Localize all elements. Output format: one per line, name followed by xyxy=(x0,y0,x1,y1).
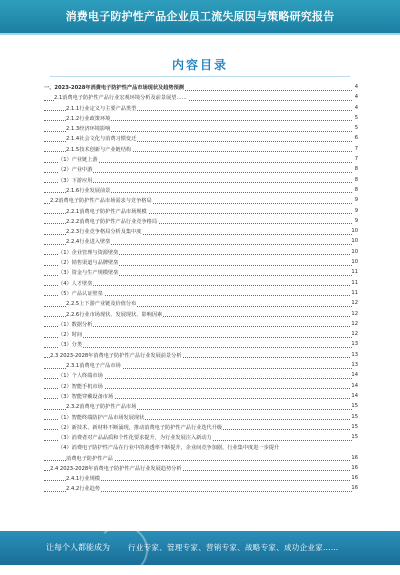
toc-entry-page-number: 8 xyxy=(354,186,358,193)
toc-entry-page-number: 7 xyxy=(354,156,358,163)
toc-entry-text: （2）销售渠道与品牌壁垒 xyxy=(58,260,119,267)
toc-entry-page-number: 11 xyxy=(351,269,358,276)
toc-entry-text: （1）个人终端市场 xyxy=(58,373,103,380)
footer-slogan-right: 行业专家、管理专家、营销专家、战略专家、成功企业家…… xyxy=(128,543,339,552)
page-header xyxy=(0,0,400,33)
toc-entry[interactable] xyxy=(44,217,358,227)
toc-entry-text: （3）智能穿戴设备市场 xyxy=(58,393,114,400)
toc-entry[interactable] xyxy=(44,392,358,402)
toc-entry-text: 2.3 2023-2028年消费电子防护性产品行业发展前景分析 xyxy=(50,352,182,359)
toc-entry-page-number: 9 xyxy=(354,207,358,214)
toc-entry[interactable] xyxy=(44,310,358,320)
toc-entry[interactable] xyxy=(44,196,358,206)
toc-entry[interactable] xyxy=(44,227,358,237)
toc-entry-page-number: 5 xyxy=(354,125,358,132)
toc-entry-page-number: 4 xyxy=(354,84,358,90)
toc-entry-page-number: 14 xyxy=(351,382,358,389)
toc-entry[interactable] xyxy=(44,443,358,453)
toc-entry[interactable] xyxy=(44,423,358,433)
toc-entry-page-number: 12 xyxy=(351,331,358,338)
toc-entry-text: 一、2023-2028年消费电子防护性产品市场现状及趋势预测 xyxy=(44,85,184,91)
toc-entry-text: 2.1.2行业政策环境 xyxy=(66,115,111,122)
report-title: 消费电子防护性产品企业员工流失原因与策略研究报告 xyxy=(65,10,335,23)
toc-entry-text: （4）人才壁垒 xyxy=(58,280,93,287)
toc-entry[interactable] xyxy=(44,237,358,247)
toc-entry-page-number: 13 xyxy=(351,362,358,369)
toc-entry-page-number: 15 xyxy=(351,403,358,410)
toc-entry-page-number: 16 xyxy=(351,474,358,481)
toc-divider xyxy=(50,76,350,77)
toc-entry[interactable] xyxy=(44,104,358,114)
toc-entry-page-number: 14 xyxy=(351,372,358,379)
toc-entry[interactable] xyxy=(44,340,358,350)
toc-entry-text: 2.1.1行业定义与主要产品类型 xyxy=(66,105,137,112)
toc-entry-text: 2.1.5技术创新与产业链结构 xyxy=(66,146,132,153)
toc-entry-page-number: 10 xyxy=(351,259,358,266)
toc-entry[interactable] xyxy=(44,320,358,330)
toc-entry[interactable] xyxy=(44,413,358,423)
toc-entry-page-number: 11 xyxy=(351,289,358,296)
toc-entry-text: 消费电子防护性产品 xyxy=(66,455,113,462)
toc-entry-text: （2）新技术、新材料不断涌现，推动消费电子防护性产品行业迭代升级 xyxy=(58,424,223,431)
toc-entry[interactable] xyxy=(44,134,358,144)
footer-slogan-left: 让每个人都能成为 xyxy=(46,543,110,552)
toc-entry[interactable] xyxy=(44,279,358,289)
toc-entry[interactable] xyxy=(44,145,358,155)
toc-entry[interactable] xyxy=(44,382,358,392)
toc-entry[interactable] xyxy=(44,299,358,309)
header-divider xyxy=(0,33,400,35)
toc-entry-text: （1）数据分析 xyxy=(58,321,93,328)
toc-entry-text: （5）产品认证壁垒 xyxy=(58,290,103,297)
toc-entry-text: （1）产业链上游 xyxy=(58,157,98,164)
toc-entry-page-number: 10 xyxy=(351,238,358,245)
toc-entry-text: 2.3.2消费电子防护性产品市场 xyxy=(66,404,137,411)
toc-entry-page-number: 10 xyxy=(351,228,358,235)
toc-entry[interactable] xyxy=(44,454,358,464)
toc-entry-text: 2.2.4行业进入壁垒 xyxy=(66,239,111,246)
toc-entry-page-number: 12 xyxy=(351,300,358,307)
toc-entry-page-number: 13 xyxy=(351,351,358,358)
toc-entry-page-number: 9 xyxy=(354,197,358,204)
toc-entry-page-number: 15 xyxy=(351,423,358,430)
toc-entry[interactable] xyxy=(44,124,358,134)
toc-entry[interactable] xyxy=(44,268,358,278)
toc-entry[interactable] xyxy=(44,114,358,124)
toc-entry-page-number: 13 xyxy=(351,341,358,348)
toc-entry[interactable] xyxy=(44,474,358,484)
page-footer xyxy=(0,531,400,565)
toc-entry[interactable] xyxy=(44,176,358,186)
toc-entry-page-number: 6 xyxy=(354,135,358,142)
toc-entry[interactable] xyxy=(44,433,358,443)
toc-entry-text: （3）分类 xyxy=(58,342,83,349)
toc-entry-text: 2.2.5上下游产业链及价值分布 xyxy=(66,301,137,308)
toc-entry-text: （2）时间 xyxy=(58,332,83,339)
toc-entry[interactable] xyxy=(44,289,358,299)
toc-entry-page-number: 12 xyxy=(351,310,358,317)
toc-entry-page-number: 15 xyxy=(351,434,358,441)
toc-entry-text: 2.2.3行业竞争格局分析及集中度 xyxy=(66,229,142,236)
toc-entry-text: 2.1.3经济环境影响 xyxy=(66,126,111,133)
toc-entry-text: 2.2消费电子防护性产品市场需求与竞争格局 xyxy=(50,198,152,205)
toc-entry-text: （3）资金与生产规模壁垒 xyxy=(58,270,119,277)
toc-entry-text: 2.3.1消费电子产品市场 xyxy=(66,363,121,370)
toc-entry-text: （4）消费电子防护性产品在行业中的渗透率不断提升，企业间竞争加剧，行业集中度进一步提升 xyxy=(58,445,280,452)
toc-dot-leader xyxy=(44,347,352,348)
toc-entry-text: 2.4.1行业规模 xyxy=(66,475,100,482)
toc-entry-page-number: 16 xyxy=(351,464,358,471)
toc-entry[interactable] xyxy=(44,351,358,361)
toc-entry-page-number: 7 xyxy=(354,145,358,152)
toc-entry-text: （1）企业管理与资源壁垒 xyxy=(58,249,119,256)
toc-entry[interactable] xyxy=(44,464,358,474)
toc-heading: 内容目录 xyxy=(171,58,228,72)
toc-entry[interactable] xyxy=(44,361,358,371)
toc-entry[interactable] xyxy=(44,371,358,381)
toc-entry-page-number: 4 xyxy=(354,104,358,111)
toc-entry-text: 2.1.6行业发展前景 xyxy=(66,187,111,194)
toc-entry-page-number: 8 xyxy=(354,176,358,183)
toc-entry[interactable] xyxy=(44,165,358,175)
toc-entry-text: 2.2.1消费电子防护性产品市场规模 xyxy=(66,208,147,215)
toc-entry-text: （3）消费者对产品品质和个性化要求提升，为行业发展注入新动力 xyxy=(58,435,212,442)
toc-entry-text: （2）产业中游 xyxy=(58,167,93,174)
toc-entry[interactable] xyxy=(44,93,358,103)
toc-entry-page-number: 9 xyxy=(354,217,358,224)
table-of-contents xyxy=(44,83,358,495)
toc-entry-page-number: 8 xyxy=(354,166,358,173)
toc-entry-text: 2.1.4社会文化与消费习惯变迁 xyxy=(66,136,137,143)
toc-entry-page-number: 16 xyxy=(351,485,358,492)
toc-entry[interactable] xyxy=(44,258,358,268)
toc-dot-leader xyxy=(44,337,352,338)
toc-entry-page-number: 15 xyxy=(351,413,358,420)
toc-entry-page-number: 5 xyxy=(354,114,358,121)
toc-entry[interactable] xyxy=(44,330,358,340)
toc-entry-page-number: 10 xyxy=(351,248,358,255)
toc-entry-text: 2.1消费电子防护性产品行业宏观环境分析及前景展望…… xyxy=(54,95,187,102)
toc-entry-text: （2）智能手机市场 xyxy=(58,383,103,390)
toc-entry-page-number: 12 xyxy=(351,320,358,327)
toc-entry-text: 2.2.2消费电子防护性产品行业竞争格局 xyxy=(66,218,158,225)
toc-entry-page-number: 4 xyxy=(354,94,358,101)
toc-entry[interactable] xyxy=(44,402,358,412)
toc-entry-text: （1）智能终端防护产品市场发展现状 xyxy=(58,414,145,421)
toc-entry-text: 2.4.2行业趋势 xyxy=(66,486,100,493)
toc-entry[interactable] xyxy=(44,83,358,93)
toc-entry[interactable] xyxy=(44,186,358,196)
toc-entry[interactable] xyxy=(44,155,358,165)
toc-entry-text: 2.2.6行业市场现状、发展现状、影响因素 xyxy=(66,311,163,318)
toc-entry[interactable] xyxy=(44,207,358,217)
toc-entry-text: 2.4 2023-2028年消费电子防护性产品行业发展趋势分析 xyxy=(50,465,182,472)
toc-entry[interactable] xyxy=(44,484,358,494)
toc-entry-page-number: 16 xyxy=(351,454,358,461)
toc-entry-page-number: 11 xyxy=(351,279,358,286)
toc-entry-page-number: 14 xyxy=(351,392,358,399)
toc-entry-text: （3）下游应用 xyxy=(58,177,93,184)
toc-entry[interactable] xyxy=(44,248,358,258)
